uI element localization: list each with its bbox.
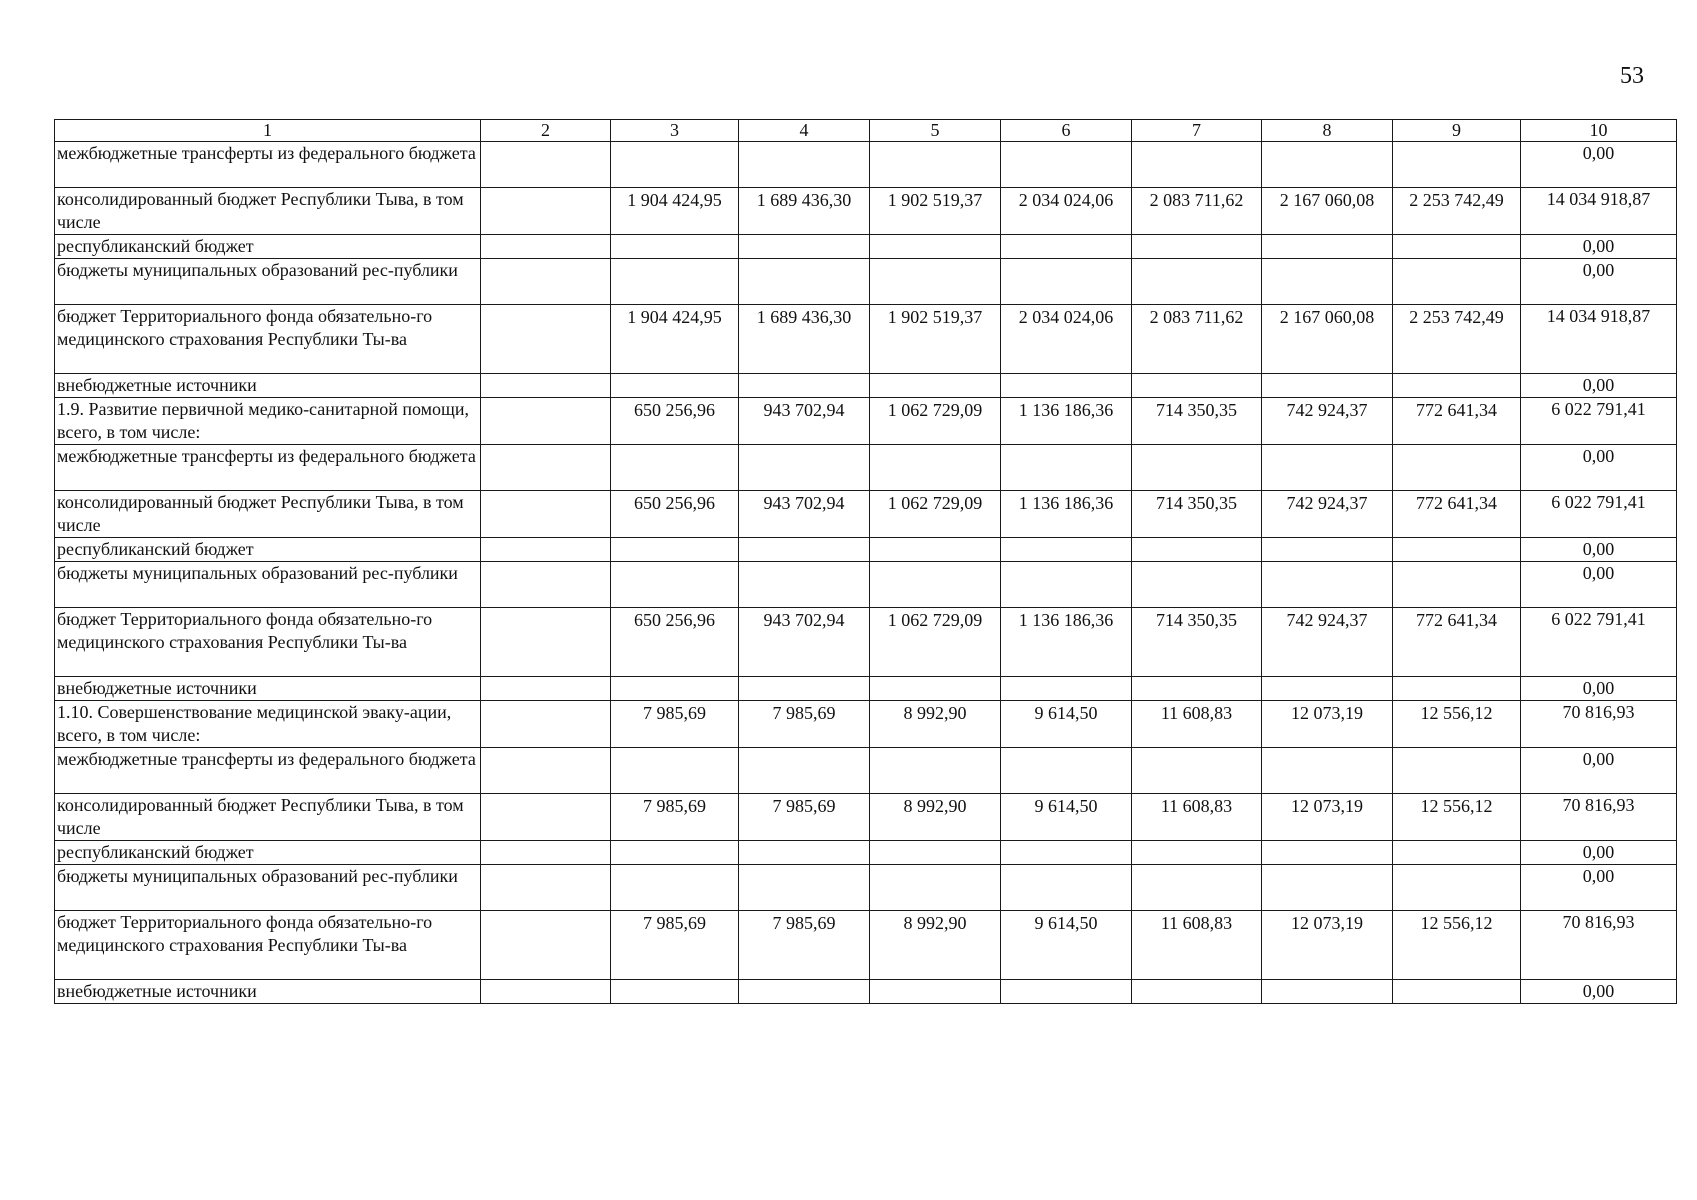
table-row bbox=[55, 374, 1677, 398]
value-cell: 2 167 060,08 bbox=[1262, 305, 1393, 374]
value-cell bbox=[870, 562, 1001, 608]
value-cell bbox=[1262, 142, 1393, 188]
value-cell bbox=[870, 677, 1001, 701]
value-cell bbox=[1001, 865, 1132, 911]
table-row bbox=[55, 142, 1677, 188]
value-cell bbox=[1132, 865, 1262, 911]
row-label: внебюджетные источники bbox=[55, 980, 481, 1004]
value-cell bbox=[1001, 677, 1132, 701]
total-cell: 0,00 bbox=[1521, 562, 1677, 608]
value-cell bbox=[1001, 562, 1132, 608]
value-cell bbox=[1393, 374, 1521, 398]
value-cell: 8 992,90 bbox=[870, 701, 1001, 748]
table-row bbox=[55, 259, 1677, 305]
table-body bbox=[55, 142, 1677, 1004]
value-cell bbox=[481, 259, 611, 305]
total-cell: 6 022 791,41 bbox=[1521, 608, 1677, 677]
value-cell bbox=[1132, 841, 1262, 865]
value-cell bbox=[1393, 677, 1521, 701]
row-label: консолидированный бюджет Республики Тыва, в том числе bbox=[55, 188, 481, 235]
value-cell: 7 985,69 bbox=[739, 911, 870, 980]
value-cell bbox=[1262, 841, 1393, 865]
value-cell bbox=[481, 398, 611, 445]
row-label: бюджет Территориального фонда обязательно-го медицинского страхования Республики Ты-ва bbox=[55, 911, 481, 980]
value-cell bbox=[870, 445, 1001, 491]
value-cell bbox=[611, 445, 739, 491]
table-row bbox=[55, 235, 1677, 259]
column-header: 3 bbox=[611, 120, 739, 142]
value-cell: 1 689 436,30 bbox=[739, 305, 870, 374]
value-cell bbox=[1001, 538, 1132, 562]
value-cell: 2 253 742,49 bbox=[1393, 305, 1521, 374]
value-cell bbox=[1393, 980, 1521, 1004]
row-label: межбюджетные трансферты из федерального бюджета bbox=[55, 748, 481, 794]
value-cell bbox=[481, 235, 611, 259]
value-cell bbox=[611, 235, 739, 259]
total-cell: 0,00 bbox=[1521, 259, 1677, 305]
value-cell: 7 985,69 bbox=[611, 794, 739, 841]
value-cell bbox=[1132, 445, 1262, 491]
table-row bbox=[55, 398, 1677, 445]
value-cell bbox=[1262, 374, 1393, 398]
page-number: 53 bbox=[1620, 63, 1644, 89]
value-cell: 650 256,96 bbox=[611, 398, 739, 445]
row-label: внебюджетные источники bbox=[55, 677, 481, 701]
value-cell bbox=[481, 142, 611, 188]
value-cell bbox=[611, 562, 739, 608]
row-label: внебюджетные источники bbox=[55, 374, 481, 398]
value-cell bbox=[1262, 445, 1393, 491]
value-cell bbox=[739, 374, 870, 398]
column-header: 9 bbox=[1393, 120, 1521, 142]
value-cell bbox=[1132, 677, 1262, 701]
value-cell bbox=[611, 980, 739, 1004]
column-header: 4 bbox=[739, 120, 870, 142]
value-cell bbox=[481, 911, 611, 980]
value-cell: 742 924,37 bbox=[1262, 398, 1393, 445]
total-cell: 0,00 bbox=[1521, 841, 1677, 865]
table-row bbox=[55, 491, 1677, 538]
value-cell bbox=[870, 374, 1001, 398]
total-cell: 0,00 bbox=[1521, 748, 1677, 794]
value-cell: 943 702,94 bbox=[739, 608, 870, 677]
table-row bbox=[55, 188, 1677, 235]
value-cell: 742 924,37 bbox=[1262, 608, 1393, 677]
column-header: 6 bbox=[1001, 120, 1132, 142]
row-label: республиканский бюджет bbox=[55, 538, 481, 562]
value-cell: 11 608,83 bbox=[1132, 911, 1262, 980]
total-cell: 14 034 918,87 bbox=[1521, 305, 1677, 374]
value-cell bbox=[481, 188, 611, 235]
value-cell bbox=[1393, 562, 1521, 608]
column-header: 1 bbox=[55, 120, 481, 142]
value-cell: 2 083 711,62 bbox=[1132, 188, 1262, 235]
value-cell bbox=[1262, 538, 1393, 562]
row-label: бюджет Территориального фонда обязательно-го медицинского страхования Республики Ты-ва bbox=[55, 608, 481, 677]
value-cell bbox=[739, 235, 870, 259]
value-cell bbox=[739, 980, 870, 1004]
value-cell bbox=[1001, 374, 1132, 398]
value-cell bbox=[481, 305, 611, 374]
value-cell bbox=[1262, 980, 1393, 1004]
value-cell: 1 062 729,09 bbox=[870, 608, 1001, 677]
value-cell bbox=[870, 259, 1001, 305]
row-label: бюджеты муниципальных образований рес-публики bbox=[55, 259, 481, 305]
value-cell: 2 083 711,62 bbox=[1132, 305, 1262, 374]
row-label: бюджеты муниципальных образований рес-публики bbox=[55, 562, 481, 608]
value-cell bbox=[611, 865, 739, 911]
value-cell bbox=[1001, 980, 1132, 1004]
value-cell bbox=[1132, 562, 1262, 608]
value-cell: 714 350,35 bbox=[1132, 608, 1262, 677]
table-row bbox=[55, 445, 1677, 491]
table-row bbox=[55, 841, 1677, 865]
row-label: консолидированный бюджет Республики Тыва, в том числе bbox=[55, 794, 481, 841]
value-cell: 943 702,94 bbox=[739, 398, 870, 445]
value-cell bbox=[1393, 235, 1521, 259]
value-cell: 772 641,34 bbox=[1393, 608, 1521, 677]
column-header: 10 bbox=[1521, 120, 1677, 142]
value-cell bbox=[481, 841, 611, 865]
table-row bbox=[55, 911, 1677, 980]
value-cell: 7 985,69 bbox=[611, 701, 739, 748]
value-cell bbox=[1262, 235, 1393, 259]
total-cell: 0,00 bbox=[1521, 980, 1677, 1004]
total-cell: 70 816,93 bbox=[1521, 701, 1677, 748]
value-cell bbox=[739, 142, 870, 188]
value-cell: 7 985,69 bbox=[611, 911, 739, 980]
value-cell: 12 556,12 bbox=[1393, 794, 1521, 841]
value-cell: 12 073,19 bbox=[1262, 911, 1393, 980]
value-cell: 11 608,83 bbox=[1132, 794, 1262, 841]
value-cell bbox=[1132, 748, 1262, 794]
value-cell: 2 034 024,06 bbox=[1001, 305, 1132, 374]
value-cell: 1 062 729,09 bbox=[870, 491, 1001, 538]
value-cell: 12 073,19 bbox=[1262, 701, 1393, 748]
value-cell bbox=[1001, 445, 1132, 491]
value-cell bbox=[739, 538, 870, 562]
value-cell bbox=[739, 677, 870, 701]
table-row bbox=[55, 608, 1677, 677]
value-cell: 1 902 519,37 bbox=[870, 188, 1001, 235]
table-row bbox=[55, 980, 1677, 1004]
value-cell bbox=[870, 841, 1001, 865]
value-cell bbox=[1393, 142, 1521, 188]
value-cell bbox=[481, 794, 611, 841]
row-label: республиканский бюджет bbox=[55, 235, 481, 259]
value-cell: 8 992,90 bbox=[870, 911, 1001, 980]
table-row bbox=[55, 677, 1677, 701]
value-cell bbox=[611, 374, 739, 398]
value-cell bbox=[1393, 748, 1521, 794]
total-cell: 0,00 bbox=[1521, 374, 1677, 398]
value-cell: 7 985,69 bbox=[739, 701, 870, 748]
total-cell: 6 022 791,41 bbox=[1521, 398, 1677, 445]
table-row bbox=[55, 865, 1677, 911]
value-cell bbox=[1001, 235, 1132, 259]
row-label: 1.9. Развитие первичной медико-санитарной помощи, всего, в том числе: bbox=[55, 398, 481, 445]
value-cell bbox=[1393, 259, 1521, 305]
value-cell bbox=[1262, 865, 1393, 911]
total-cell: 0,00 bbox=[1521, 235, 1677, 259]
row-label: 1.10. Совершенствование медицинской эваку-ации, всего, в том числе: bbox=[55, 701, 481, 748]
value-cell bbox=[1262, 748, 1393, 794]
value-cell: 1 062 729,09 bbox=[870, 398, 1001, 445]
value-cell: 1 689 436,30 bbox=[739, 188, 870, 235]
row-label: бюджет Территориального фонда обязательно-го медицинского страхования Республики Ты-ва bbox=[55, 305, 481, 374]
value-cell: 9 614,50 bbox=[1001, 701, 1132, 748]
value-cell: 1 136 186,36 bbox=[1001, 491, 1132, 538]
column-header: 2 bbox=[481, 120, 611, 142]
value-cell bbox=[739, 748, 870, 794]
total-cell: 0,00 bbox=[1521, 142, 1677, 188]
value-cell bbox=[611, 677, 739, 701]
value-cell bbox=[1393, 445, 1521, 491]
value-cell bbox=[1001, 142, 1132, 188]
value-cell: 943 702,94 bbox=[739, 491, 870, 538]
value-cell: 650 256,96 bbox=[611, 491, 739, 538]
value-cell bbox=[739, 259, 870, 305]
value-cell bbox=[481, 538, 611, 562]
value-cell: 742 924,37 bbox=[1262, 491, 1393, 538]
value-cell bbox=[481, 374, 611, 398]
value-cell: 8 992,90 bbox=[870, 794, 1001, 841]
value-cell bbox=[739, 865, 870, 911]
value-cell bbox=[1393, 538, 1521, 562]
value-cell bbox=[1393, 841, 1521, 865]
value-cell bbox=[1132, 259, 1262, 305]
row-label: бюджеты муниципальных образований рес-публики bbox=[55, 865, 481, 911]
value-cell: 12 556,12 bbox=[1393, 911, 1521, 980]
value-cell: 12 556,12 bbox=[1393, 701, 1521, 748]
value-cell bbox=[739, 562, 870, 608]
row-label: межбюджетные трансферты из федерального бюджета bbox=[55, 142, 481, 188]
value-cell bbox=[1132, 374, 1262, 398]
column-header: 5 bbox=[870, 120, 1001, 142]
value-cell: 1 904 424,95 bbox=[611, 305, 739, 374]
value-cell: 12 073,19 bbox=[1262, 794, 1393, 841]
value-cell bbox=[611, 259, 739, 305]
table-header bbox=[55, 120, 1677, 142]
value-cell bbox=[1001, 841, 1132, 865]
total-cell: 70 816,93 bbox=[1521, 794, 1677, 841]
table-row bbox=[55, 748, 1677, 794]
value-cell bbox=[481, 445, 611, 491]
value-cell: 650 256,96 bbox=[611, 608, 739, 677]
value-cell: 772 641,34 bbox=[1393, 491, 1521, 538]
value-cell bbox=[481, 562, 611, 608]
value-cell bbox=[1262, 562, 1393, 608]
value-cell bbox=[1393, 865, 1521, 911]
value-cell bbox=[870, 980, 1001, 1004]
value-cell bbox=[611, 142, 739, 188]
header-row bbox=[55, 120, 1677, 142]
total-cell: 0,00 bbox=[1521, 677, 1677, 701]
value-cell bbox=[481, 491, 611, 538]
value-cell bbox=[1132, 980, 1262, 1004]
value-cell bbox=[611, 841, 739, 865]
value-cell bbox=[1001, 259, 1132, 305]
value-cell bbox=[870, 748, 1001, 794]
value-cell: 11 608,83 bbox=[1132, 701, 1262, 748]
row-label: консолидированный бюджет Республики Тыва, в том числе bbox=[55, 491, 481, 538]
value-cell bbox=[481, 701, 611, 748]
value-cell bbox=[1001, 748, 1132, 794]
total-cell: 0,00 bbox=[1521, 538, 1677, 562]
table-row bbox=[55, 701, 1677, 748]
table-row bbox=[55, 538, 1677, 562]
table-row bbox=[55, 794, 1677, 841]
value-cell: 9 614,50 bbox=[1001, 794, 1132, 841]
value-cell bbox=[481, 980, 611, 1004]
value-cell bbox=[870, 235, 1001, 259]
value-cell bbox=[611, 748, 739, 794]
value-cell bbox=[1132, 235, 1262, 259]
total-cell: 0,00 bbox=[1521, 865, 1677, 911]
value-cell: 7 985,69 bbox=[739, 794, 870, 841]
budget-table bbox=[54, 119, 1677, 1004]
value-cell: 772 641,34 bbox=[1393, 398, 1521, 445]
total-cell: 0,00 bbox=[1521, 445, 1677, 491]
value-cell: 9 614,50 bbox=[1001, 911, 1132, 980]
value-cell: 2 034 024,06 bbox=[1001, 188, 1132, 235]
value-cell bbox=[1132, 142, 1262, 188]
value-cell bbox=[1262, 677, 1393, 701]
total-cell: 6 022 791,41 bbox=[1521, 491, 1677, 538]
value-cell: 1 904 424,95 bbox=[611, 188, 739, 235]
value-cell: 714 350,35 bbox=[1132, 398, 1262, 445]
value-cell: 1 136 186,36 bbox=[1001, 608, 1132, 677]
value-cell bbox=[739, 841, 870, 865]
value-cell bbox=[1132, 538, 1262, 562]
value-cell bbox=[870, 538, 1001, 562]
value-cell: 2 167 060,08 bbox=[1262, 188, 1393, 235]
value-cell: 2 253 742,49 bbox=[1393, 188, 1521, 235]
value-cell bbox=[1262, 259, 1393, 305]
value-cell: 714 350,35 bbox=[1132, 491, 1262, 538]
column-header: 8 bbox=[1262, 120, 1393, 142]
value-cell: 1 902 519,37 bbox=[870, 305, 1001, 374]
row-label: республиканский бюджет bbox=[55, 841, 481, 865]
row-label: межбюджетные трансферты из федерального бюджета bbox=[55, 445, 481, 491]
total-cell: 14 034 918,87 bbox=[1521, 188, 1677, 235]
value-cell bbox=[481, 608, 611, 677]
value-cell bbox=[870, 142, 1001, 188]
value-cell bbox=[481, 865, 611, 911]
value-cell bbox=[870, 865, 1001, 911]
table-row bbox=[55, 562, 1677, 608]
total-cell: 70 816,93 bbox=[1521, 911, 1677, 980]
value-cell bbox=[481, 748, 611, 794]
value-cell bbox=[611, 538, 739, 562]
value-cell bbox=[481, 677, 611, 701]
value-cell: 1 136 186,36 bbox=[1001, 398, 1132, 445]
table-row bbox=[55, 305, 1677, 374]
column-header: 7 bbox=[1132, 120, 1262, 142]
value-cell bbox=[739, 445, 870, 491]
